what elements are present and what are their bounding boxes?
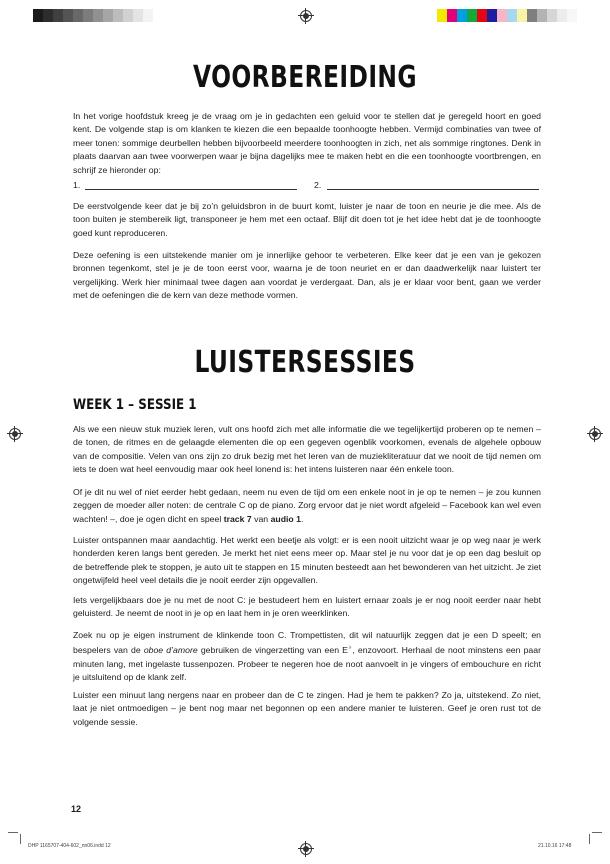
color-swatch (487, 9, 497, 22)
color-swatch (73, 9, 83, 22)
color-swatch (557, 9, 567, 22)
color-swatch (83, 9, 93, 22)
color-swatch (437, 9, 447, 22)
color-swatch (113, 9, 123, 22)
color-swatch (53, 9, 63, 22)
paragraph-week1-6: Luister een minuut lang nergens naar en probeer dan de C te zingen. Had je hem te pakken? Zo ja, uitstekend. Zo niet, laat je niet ontmoedigen – je bent nog maar net begonnen op een andere manier te luisteren. Geef je oren rust tot de volgende sessie. (73, 690, 541, 727)
color-swatch (507, 9, 517, 22)
crop-mark (589, 834, 590, 844)
crop-mark (20, 834, 21, 844)
heading-week-1-sessie-1: WEEK 1 – SESSIE 1 (73, 397, 197, 413)
paragraph-week1-4: Iets vergelijkbaars doe je nu met de noot C: je bestudeert hem en luistert ernaar zoals je er nog nooit eerder naar hebt geluisterd. Je neemt de noot in je op en laat hem in je oren weerklinken. (73, 595, 541, 619)
heading-voorbereiding: VOORBEREIDING (192, 60, 418, 95)
paragraph-week1-3: Luister ontspannen maar aandachtig. Het werkt een beetje als volgt: er is een nooit uitzicht waar je op weg naar je werk honderden keren langs bent gereden. Je merkt het niet eens meer op. Maar stel je nu voor dat je op een dag besluit op de betreffende plek te stoppen, je auto uit te stappen en 15 minuten besteedt aan het bewonderen van het uitzicht. Je ziet ongetwijfeld heel veel details die je nooit eerder zijn opgevallen. (73, 535, 541, 586)
registration-mark-bottom (300, 843, 312, 855)
color-swatch (123, 9, 133, 22)
paragraph-exercise: Deze oefening is een uitstekende manier om je innerlijke gehoor te verbeteren. Elke keer dat je een van je gekozen bronnen tegenkomt, stel je je de toon eerst voor, waarna je de toon neuriet en er dan daadwerkelijk naar luistert ter vergelijking. Werk hier minimaal twee dagen aan voordat je verdergaat. Dan, als je er klaar voor bent, gaan we verder met de oefeningen die de kern van deze methode vormen. (73, 250, 541, 301)
audio-reference: audio 1 (270, 513, 301, 524)
page-number: 12 (71, 804, 82, 814)
heading-luistersessies: LUISTERSESSIES (194, 345, 416, 380)
process-color-bar (437, 9, 577, 22)
track-reference: track 7 (223, 513, 252, 524)
registration-mark-left (9, 428, 21, 440)
color-swatch (103, 9, 113, 22)
crop-mark (8, 832, 18, 833)
fill-in-label-2: 2. (314, 180, 322, 190)
fill-in-line-1[interactable] (73, 180, 297, 190)
color-swatch (567, 9, 577, 22)
registration-mark-right (589, 428, 601, 440)
fill-in-line-2[interactable] (314, 180, 539, 190)
color-swatch (33, 9, 43, 22)
oboe-d-amore-term: oboe d’amore (143, 645, 198, 656)
color-swatch (477, 9, 487, 22)
color-swatch (467, 9, 477, 22)
color-swatch (93, 9, 103, 22)
color-swatch (143, 9, 153, 22)
paragraph-week1-5: Zoek nu op je eigen instrument de klinkende toon C. Trompettisten, dit wil natuurlijk zeggen dat je een D speelt; en bespelers van de oboe d’amore gebruiken de vingerzetting van een E♭, enzovoort. Herhaal de noot minstens een paar minuten lang, met ingelaste tussenpozen. Probeer te negeren hoe de noot aanvoelt in je vingers of embouchure en richt je uitsluitend op de klank zelf. (73, 630, 541, 683)
paragraph-week1-2: Of je dit nu wel of niet eerder hebt gedaan, neem nu even de tijd om een enkele noot in je op te nemen – je zou kunnen zeggen de moeder aller noten: de centrale C op de piano. Zorg ervoor dat je niet wordt afgeleid – Facebook kan wel even wachten! –, doe je ogen dicht en speel track 7 van audio 1. (73, 487, 541, 524)
color-swatch (527, 9, 537, 22)
registration-mark-top (300, 10, 312, 22)
flat-sign: ♭ (347, 645, 353, 652)
fill-in-label-1: 1. (73, 180, 81, 190)
color-swatch (43, 9, 53, 22)
color-swatch (497, 9, 507, 22)
paragraph-intro: In het vorige hoofdstuk kreeg je de vraag om je in gedachten een geluid voor te stellen dat je geregeld hoort en goed kent. De volgende stap is om klanken te kiezen die een bepaalde toonhoogte hebben. Vermijd combinaties van twee of meer tonen: sommige deurbellen hebben bijvoorbeeld meerdere toonhoogten in zich, net als sommige ringtones. Denk in plaats daarvan aan twee voorwerpen waar je bijna dagelijks mee te maken hebt en die een toonhoogte voortbrengen, en schrijf ze hieronder op: (73, 111, 541, 175)
color-swatch (63, 9, 73, 22)
color-swatch (447, 9, 457, 22)
paragraph-week1-1: Als we een nieuw stuk muziek leren, vult ons hoofd zich met alle informatie die we tegelijkertijd proberen op te nemen – de tonen, de ritmes en de gelaagde elementen die op een gegeven ogenblik voorkomen, evenals de algehele opbouw van de compositie. Velen van ons zijn zo druk bezig met het leren van de muziekliteratuur dat we nooit de tijd nemen om iets te doen wat heel eenvoudig maar ook heel lonend is: het intens luisteren naar één enkele toon. (73, 424, 541, 475)
color-swatch (547, 9, 557, 22)
color-swatch (133, 9, 143, 22)
color-swatch (457, 9, 467, 22)
paragraph-next: De eerstvolgende keer dat je bij zo’n geluidsbron in de buurt komt, luister je naar de toon en neurie je die mee. Als de toon buiten je stembereik ligt, transponeer je hem met een octaaf. Blijf dit doen tot je het idee hebt dat je de toonhoogte goed kunt reproduceren. (73, 201, 541, 238)
slug-file-name: DHP 1165707-404-602_nn06.indd 12 (28, 843, 111, 849)
color-swatch (537, 9, 547, 22)
crop-mark (592, 832, 602, 833)
grayscale-color-bar (33, 9, 153, 22)
color-swatch (517, 9, 527, 22)
slug-timestamp: 21.10.16 17:48 (538, 843, 572, 849)
